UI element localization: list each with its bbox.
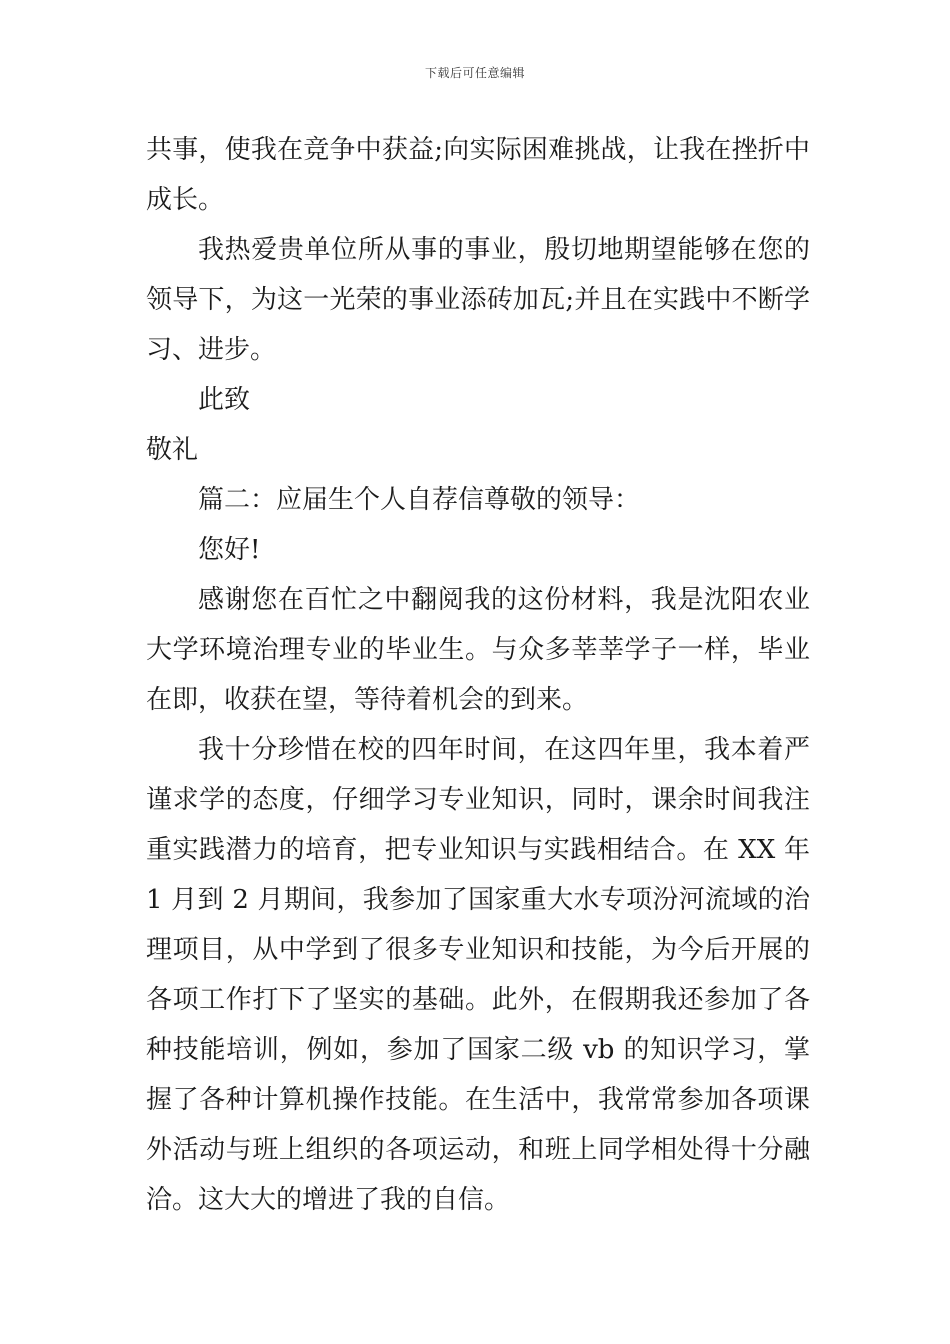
paragraph: 我热爱贵单位所从事的事业，殷切地期望能够在您的领导下，为这一光荣的事业添砖加瓦;并且在实践中不断学习、进步。 [146,235,810,365]
page-header: 下载后可任意编辑 [424,66,525,80]
closing-salutation: 此致 [198,385,251,415]
paragraph: 我十分珍惜在校的四年时间，在这四年里，我本着严谨求学的态度，仔细学习专业知识，同时，课余时间我注重实践潜力的培育，把专业知识与实践相结合。在 XX 年 1 月到 2 月期间，我参加了国家重大水专项汾河流域的治理项目，从中学到了很多专业知识和技能，为今后开展的各项工作打下了坚实的基础。此外，在假期我还参加了各种技能培训，例如，参加了国家二级 vb 的知识学习，掌握了各种计算机操作技能。在生活中，我常常参加各项课外活动与班上组织的各项运动，和班上同学相处得十分融洽。这大大的增进了我的自信。 [146,735,810,1215]
paragraph: 感谢您在百忙之中翻阅我的这份材料，我是沈阳农业大学环境治理专业的毕业生。与众多莘莘学子一样，毕业在即，收获在望，等待着机会的到来。 [146,585,810,715]
document-body [146,125,810,1225]
paragraph: 共事，使我在竞争中获益;向实际困难挑战，让我在挫折中成长。 [146,135,810,215]
section-heading: 篇二：应届生个人自荐信尊敬的领导： [198,485,641,515]
closing-respect: 敬礼 [146,435,199,465]
greeting: 您好! [198,535,261,565]
